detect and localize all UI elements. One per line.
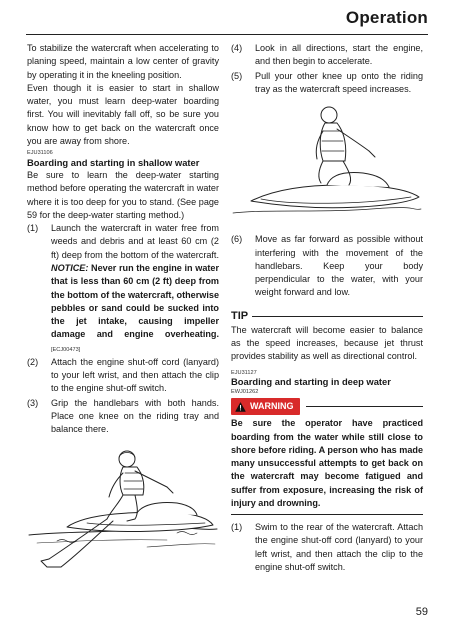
intro-paragraph-2: Even though it is easier to start in shallow water, you must learn deep-water boarding first. You will inevitably fall off, so be sure you know how to get back on the watercraft once you are away from shore. — [27, 82, 219, 146]
shallow-steps-list — [27, 222, 219, 436]
page-number: 59 — [415, 606, 428, 618]
section-code: EJU31106 — [27, 150, 53, 157]
step-number: (6) — [231, 234, 243, 245]
step-number: (2) — [27, 356, 39, 367]
notice-code: [ECJ00473] — [51, 346, 81, 353]
rider-on-tray-illustration — [231, 101, 423, 229]
step-text: Move as far forward as possible without interfering with the movement of the handlebars. Keep your body perpendicular to the water, with your weight forward and low. — [255, 234, 423, 298]
step-text: Grip the handlebars with both hands. Place one knee on the riding tray and balance there. — [51, 397, 219, 435]
shallow-paragraph: Be sure to learn the deep-water starting method before operating the watercraft in water where it is too deep for you to stand. (See page 59 for the deep-water starting method.) — [27, 170, 219, 220]
step-number: (1) — [231, 522, 243, 533]
step-number: (4) — [231, 43, 243, 53]
step-number: (3) — [27, 397, 39, 408]
list-item — [231, 233, 423, 299]
notice-label: NOTICE: — [51, 262, 89, 273]
list-item — [27, 222, 219, 355]
warning-header — [231, 398, 423, 415]
step-text: Pull your other knee up onto the riding tray as the watercraft speed increases. — [255, 70, 423, 94]
step-number: (5) — [231, 70, 243, 81]
list-item — [231, 42, 423, 69]
tip-divider — [252, 316, 423, 317]
step-six-list — [231, 233, 423, 299]
list-item — [231, 521, 423, 574]
header-divider — [26, 34, 428, 35]
left-column — [27, 42, 219, 598]
warning-triangle-icon — [235, 402, 246, 412]
section-heading-shallow: Boarding and starting in shallow water — [27, 156, 200, 168]
warning-divider — [306, 406, 424, 407]
warning-code: EWJ01262 — [231, 389, 259, 396]
step-text: Swim to the rear of the watercraft. Attach the engine shut-off cord (lanyard) to your left wrist, and then attach the clip to the engine shut-off switch. — [255, 522, 423, 572]
step-text: Look in all directions, start the engine, and then begin to accelerate. — [255, 43, 423, 67]
warning-text: Be sure the operator have practiced boarding from the water while still close to shore before riding. A person who has made many unsuccessful attempts to get back on the watercraft may become fatigued and suffer from exposure, increasing the risk of injury and drowning. — [231, 418, 423, 508]
page-title: Operation — [345, 8, 428, 27]
warning-end-divider — [231, 514, 423, 515]
shallow-steps-list-continued — [231, 42, 423, 96]
right-column — [231, 42, 423, 575]
section-code: EJU31127 — [231, 369, 257, 376]
list-item — [231, 70, 423, 97]
tip-heading — [231, 308, 423, 324]
step-text: Attach the engine shut-off cord (lanyard) to your left wrist, and then attach the clip to the engine shut-off switch. — [51, 356, 219, 394]
deep-steps-list — [231, 521, 423, 574]
intro-paragraph: To stabilize the watercraft when accelerating to planing speed, maintain a low center of gravity by operating it in the kneeling position. — [27, 43, 219, 80]
list-item — [27, 356, 219, 396]
tip-text: The watercraft will become easier to balance as the speed increases, because jet thrust provides stability as well as directional control. — [231, 324, 423, 362]
tip-label: TIP — [231, 309, 249, 322]
kneeling-rider-illustration — [27, 443, 219, 593]
step-number: (1) — [27, 223, 39, 234]
section-heading-deep: Boarding and starting in deep water — [231, 376, 391, 388]
warning-label: WARNING — [250, 401, 294, 412]
step-text: Launch the watercraft in water free from weeds and debris and at least 60 cm (2 ft) deep from the bottom of the watercraft. — [51, 223, 219, 260]
notice-text: Never run the engine in water that is less than 60 cm (2 ft) deep from the bottom of the watercraft, otherwise pebbles or sand could be sucked into the jet intake, causing impeller damage and engine overheating. — [51, 262, 220, 340]
list-item — [27, 397, 219, 437]
warning-badge — [231, 398, 300, 415]
